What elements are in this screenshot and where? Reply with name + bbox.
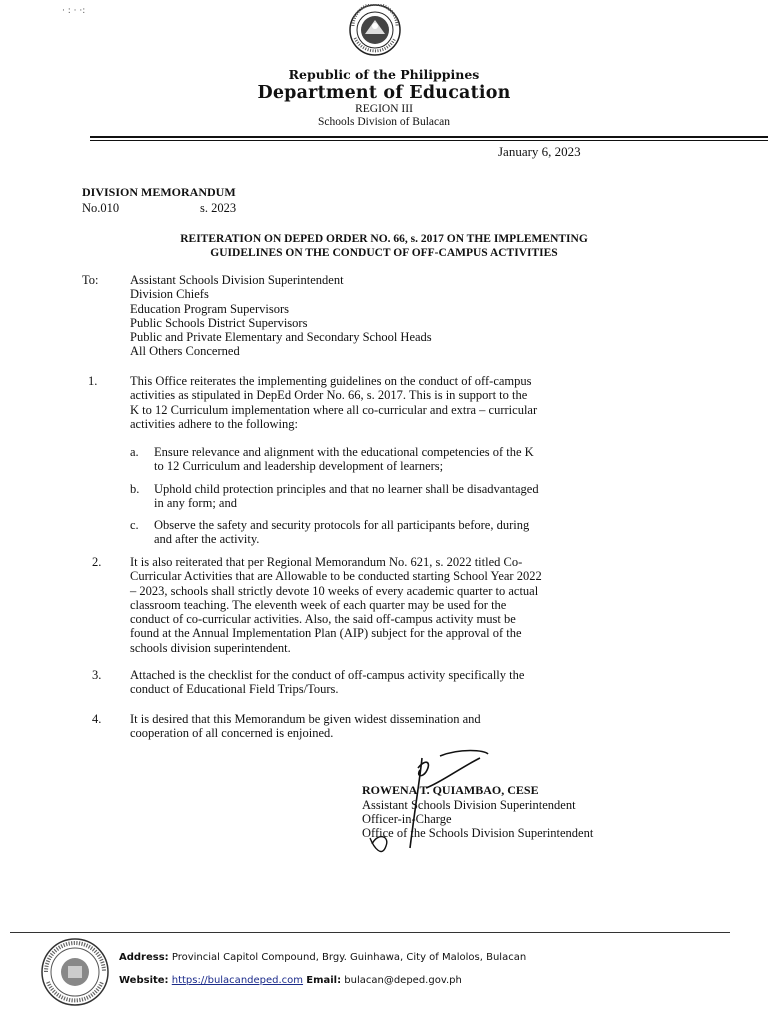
paragraph-line: – 2023, schools shall strictly devote 10 weeks of every academic quarter to actual bbox=[130, 583, 539, 598]
recipient: All Others Concerned bbox=[130, 344, 240, 359]
paragraph-line: Attached is the checklist for the conduct of off-campus activity specifically the bbox=[130, 668, 525, 682]
list-letter: b. bbox=[130, 482, 140, 496]
list-item bbox=[154, 518, 688, 547]
paragraph-3 bbox=[130, 668, 688, 697]
scan-artifact: · : · ·: bbox=[62, 6, 86, 16]
paragraph-line: activities adhere to the following: bbox=[130, 416, 299, 431]
paragraph-number: 4. bbox=[92, 712, 102, 726]
paragraph-line: classroom teaching. The eleventh week of each quarter may be used for the bbox=[130, 597, 507, 612]
paragraph-line: conduct of co-curricular activities. Also, the said off-campus activity must be bbox=[130, 612, 516, 627]
memo-number bbox=[82, 201, 150, 216]
header-divider-thin bbox=[90, 140, 768, 141]
paragraph-line: cooperation of all concerned is enjoined. bbox=[130, 726, 334, 741]
paragraph-line: found at the Annual Implementation Plan (AIP) subject for the approval of the bbox=[130, 626, 522, 641]
header-republic: Republic of the Philippines bbox=[288, 67, 480, 82]
list-item-line: in any form; and bbox=[154, 496, 237, 511]
header-divider bbox=[90, 136, 768, 138]
footer-divider bbox=[10, 932, 730, 933]
recipient: Public Schools District Supervisors bbox=[130, 315, 308, 330]
memo-series: s. 2023 bbox=[200, 201, 237, 215]
division-seal-icon bbox=[40, 936, 110, 1008]
memo-number-value: 010 bbox=[100, 201, 120, 215]
list-item-line: Observe the safety and security protocols for all participants before, during bbox=[154, 518, 530, 532]
paragraph-number: 2. bbox=[92, 555, 102, 569]
paragraph-line: It is desired that this Memorandum be given widest dissemination and bbox=[130, 712, 481, 726]
memo-title: DIVISION MEMORANDUM bbox=[82, 185, 236, 199]
recipient: Public and Private Elementary and Secondary School Heads bbox=[130, 330, 432, 345]
paragraph-line: Curricular Activities that are Allowable to be conducted starting School Year 2022 bbox=[130, 569, 542, 584]
paragraph-line: conduct of Educational Field Trips/Tours. bbox=[130, 682, 339, 697]
recipient-list bbox=[130, 273, 432, 359]
deped-seal-icon bbox=[335, 4, 415, 56]
paragraph-1 bbox=[130, 374, 688, 431]
paragraph-line: K to 12 Curriculum implementation where all co-curricular and extra – curricular bbox=[130, 402, 538, 417]
paragraph-number: 1. bbox=[88, 374, 98, 388]
recipient: Education Program Supervisors bbox=[130, 301, 290, 316]
footer-address bbox=[119, 952, 526, 963]
address-text: Provincial Capitol Compound, Brgy. Guinhawa, City of Malolos, Bulacan bbox=[171, 952, 527, 963]
paragraph-line: This Office reiterates the implementing guidelines on the conduct of off-campus bbox=[130, 374, 532, 388]
list-letter: a. bbox=[130, 445, 139, 459]
website-link[interactable]: https://bulacandeped.com bbox=[171, 975, 304, 986]
list-item-line: to 12 Curriculum and leadership development of learners; bbox=[154, 459, 444, 474]
paragraph-line: schools division superintendent. bbox=[130, 640, 291, 655]
memo-subject bbox=[0, 232, 768, 260]
paragraph-number: 3. bbox=[92, 668, 102, 682]
recipient: Division Chiefs bbox=[130, 287, 209, 302]
list-item-line: Uphold child protection principles and that no learner shall be disadvantaged bbox=[154, 482, 539, 496]
website-label: Website: bbox=[119, 975, 169, 986]
list-item bbox=[154, 445, 688, 474]
paragraph-4 bbox=[130, 712, 688, 741]
to-label: To: bbox=[82, 273, 99, 287]
memo-number-label: No. bbox=[82, 201, 101, 215]
header-region: REGION III bbox=[355, 103, 413, 115]
list-item-line: and after the activity. bbox=[154, 532, 260, 547]
paragraph-2 bbox=[130, 555, 688, 655]
memo-date: January 6, 2023 bbox=[498, 144, 581, 159]
paragraph-line: It is also reiterated that per Regional Memorandum No. 621, s. 2022 titled Co- bbox=[130, 555, 523, 569]
header-department: Department of Education bbox=[257, 83, 511, 103]
signatory-title: Officer-in-Charge bbox=[362, 812, 452, 826]
signatory-name: ROWENA T. QUIAMBAO, CESE bbox=[362, 783, 539, 797]
list-item-line: Ensure relevance and alignment with the educational competencies of the K bbox=[154, 445, 534, 459]
footer-contact bbox=[119, 975, 462, 986]
email-text: bulacan@deped.gov.ph bbox=[344, 975, 462, 986]
subject-line: GUIDELINES ON THE CONDUCT OF OFF-CAMPUS ACTIVITIES bbox=[210, 247, 558, 259]
subject-line: REITERATION ON DEPED ORDER NO. 66, s. 2017 ON THE IMPLEMENTING bbox=[180, 233, 588, 245]
address-label: Address: bbox=[119, 952, 169, 963]
header-division: Schools Division of Bulacan bbox=[318, 116, 450, 128]
recipient: Assistant Schools Division Superintendent bbox=[130, 273, 344, 287]
email-label: Email: bbox=[306, 975, 342, 986]
signatory-title: Assistant Schools Division Superintendent bbox=[362, 798, 576, 812]
list-item bbox=[154, 482, 688, 511]
signatory-title: Office of the Schools Division Superintendent bbox=[362, 826, 594, 840]
paragraph-line: activities as stipulated in DepEd Order No. 66, s. 2017. This is in support to the bbox=[130, 388, 528, 403]
list-letter: c. bbox=[130, 518, 139, 532]
